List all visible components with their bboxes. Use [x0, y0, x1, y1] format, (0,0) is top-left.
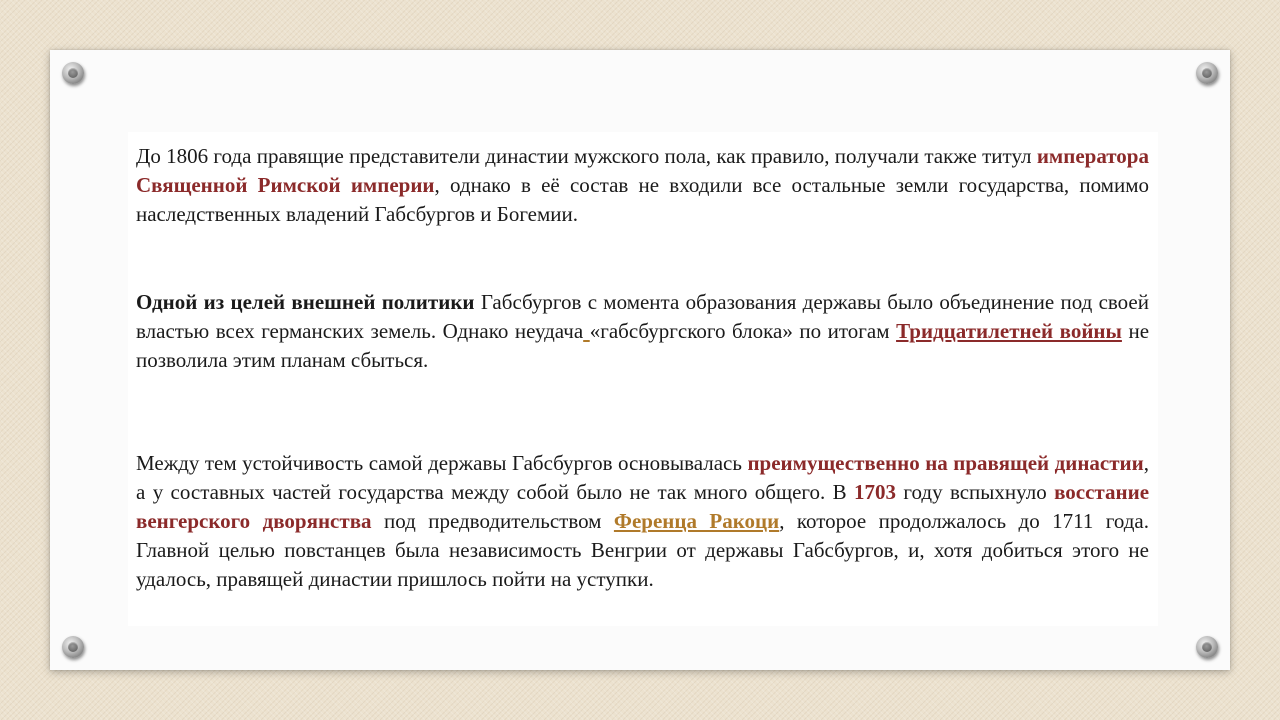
highlight-dynasty: преимущественно на правящей династии	[747, 451, 1144, 475]
paragraph-text: , а у составных частей государства между собой было не так много общего. В	[136, 451, 1150, 504]
pushpin-icon	[62, 62, 84, 84]
bold-foreign-policy: Одной из целей внешней политики	[136, 290, 475, 314]
paragraph-text: , которое продолжалось до 1711 года. Главной целью повстанцев была независимость Венгрии от державы Габсбургов, и, хотя добиться этого не удалось, правящей династии пришлось пойти на уступки.	[136, 509, 1150, 591]
highlight-emperor-title: императора Священной Римской империи	[136, 144, 1149, 197]
paragraph-text: «габсбургского блока» по итогам	[589, 319, 897, 343]
paragraph-text: , однако в её состав не входили все остальные земли государства, помимо наследственных владений Габсбургов и Богемии.	[136, 173, 1149, 226]
pushpin-icon	[62, 636, 84, 658]
highlight-uprising: восстание венгерского дворянства	[136, 480, 1150, 533]
paragraph-dynasty-stability	[136, 449, 1149, 594]
paragraph-foreign-policy	[136, 288, 1149, 375]
paragraph-text: не позволила этим планам сбыться.	[136, 319, 1150, 372]
link-thirty-years-war[interactable]: Тридцатилетней войны	[896, 319, 1122, 343]
highlight-year-1703: 1703	[854, 480, 897, 504]
pushpin-icon	[1196, 62, 1218, 84]
paragraph-text: До 1806 года правящие представители династии мужского пола, как правило, получали также титул	[136, 144, 1037, 168]
paragraph-text: под предводительством	[371, 509, 614, 533]
paragraph-text: Габсбургов с момента образования державы было объединение под своей властью всех германских земель. Однако неудача	[136, 290, 1149, 343]
paragraph-titles	[136, 142, 1149, 229]
paragraph-text: Между тем устойчивость самой державы Габсбургов основывалась	[136, 451, 748, 475]
pushpin-icon	[1196, 636, 1218, 658]
link-ferenc-rakoczi[interactable]: Ференца Ракоци	[613, 509, 780, 533]
paragraph-text: году вспыхнуло	[896, 480, 1055, 504]
